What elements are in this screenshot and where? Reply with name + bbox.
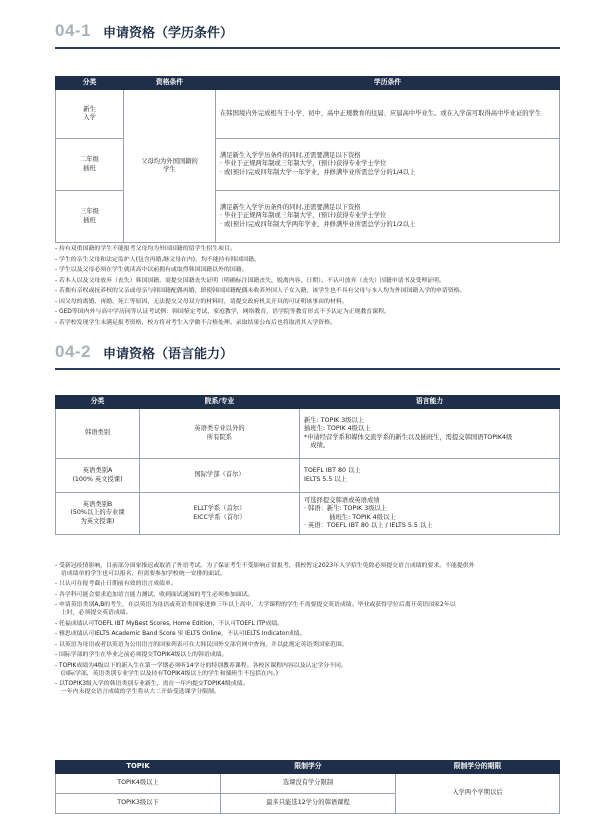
- category-cell: 新生 入学: [56, 90, 124, 139]
- header-credit-limit: 限制学分: [221, 761, 396, 774]
- header-category: 分类: [56, 77, 124, 90]
- category-cell: 二年级 插班: [56, 139, 124, 191]
- credit-limit-cell: 选课没有学分限制: [221, 774, 396, 794]
- note-item: - 持有双重国籍的学生不能报考父母均为外国国籍的留学生招生项目。: [55, 246, 236, 252]
- note-item: - 学生的亲生父母和法定监护人(包含再婚,继父母在内)，均不能持有韩国国籍。: [55, 256, 260, 263]
- limit-period-cell: 入学两个学期以后: [396, 774, 560, 814]
- header-qualification: 资格条件: [124, 77, 216, 90]
- note-item: - 各学科可能会要求追加语言能力测试，收到面试通知的考生必须参加面试。: [55, 591, 254, 598]
- education-requirements-table: [55, 76, 560, 243]
- note-item: - 若学校发现学生未满足报考资格，校方将对考生入学做不合格处理。录取结果公布后也将取消其入学资格。: [55, 319, 336, 326]
- topik-credit-limit-table: [55, 760, 560, 814]
- header-language: 语言能力: [300, 396, 560, 409]
- category-cell: 韩语类别: [56, 409, 140, 459]
- note-item: - GED等国内外与高中学历同等认证考试例：韩国鉴定考试，家庭教学，网络教育，语学院等教育形式不予认定为正规教育课程。: [55, 309, 390, 316]
- note-item: - 因父母的离婚、再婚、死亡等原因，无法提交父母双方的材料时，请提交政府机关开具的可证明该事由的材料。: [55, 298, 348, 305]
- note-item: - 以英语为母语或者以英语为公用语言的国家列表可在大韩民国外交部官网中查询，并以此规定英语类国家范围。: [55, 641, 348, 648]
- credit-limit-cell: 最多只能选12学分的韩语课程: [221, 794, 396, 814]
- education-cell: 满足新生入学学历条件的同时,还需要满足以下资格 · 毕业于正规两年制或三年制大学，(预计)获得专业学士学位 · 或(预计)完成四年制大学一年学业，并修满毕业所需总学分的1/4以上: [216, 139, 560, 191]
- note-item: - 若本人以及父母放弃（丧失）韩国国籍，需提交国籍丧失证明（明确标注国籍丧失，脱离内容，日期）。不认可放弃（丧失）国籍申请书及受理证明。: [55, 277, 445, 284]
- language-requirements-table: [55, 395, 560, 535]
- note-item: - 申请英语类别A,B的考生，在以英语为母语或英语类国家进修三年以上高中、大学课程的学生不需要提交英语成绩。毕业或获得学位后离开英语国家2年以 上时，必须提交英语成绩。: [55, 602, 456, 617]
- section-number: 04-2: [55, 342, 92, 362]
- header-category: 分类: [56, 396, 140, 409]
- category-cell: 英语类别A (100% 英文授课): [56, 459, 140, 493]
- header-major: 院系/专业: [140, 396, 300, 409]
- note-item: - 学生以及父母必须在学生就读高中以前拥有或取得韩国国籍以外的国籍。: [55, 267, 248, 274]
- category-cell: 英语类别B (50%以上的专业课 为英文授课): [56, 493, 140, 535]
- section-header-language: [55, 342, 560, 370]
- note-item: - 以TOPIK3级入学的韩语类别专业新生，需在一年内提交TOPIK4级成绩。 一年内未提交语言成绩的学生将从大二开始受选课学分限制。: [55, 681, 249, 695]
- topik-level-cell: TOPIK3级以下: [56, 794, 221, 814]
- major-cell: 英语类专业以外的 所有院系: [140, 409, 300, 459]
- note-item: - 雅思成绩认可IELTS Academic Band Score 및 IELTS Online，不认可IELTS Indicator成绩。: [55, 631, 306, 638]
- language-cell: 可选择提交韩语或英语成绩 · 韩语：新生: TOPIK 3级以上 插班生: TOPIK 4级以上 · 英语：TOEFL IBT 80 以上 / IELTS 5.5 以上: [300, 493, 560, 535]
- major-cell: ELLT学系（首尔） EICC学系（首尔）: [140, 493, 300, 535]
- header-limit-period: 限制学分的期限: [396, 761, 560, 774]
- topik-level-cell: TOPIK4级以上: [56, 774, 221, 794]
- language-cell: TOEFL IBT 80 以上 IELTS 5.5 以上: [300, 459, 560, 493]
- note-item: - 国际学部的学生在毕业之前必须提交TOPIK4级以上的韩语成绩。: [55, 652, 228, 659]
- header-education: 学历条件: [216, 77, 560, 90]
- education-cell: 在韩国境内外完成相当于小学、初中、高中正规教育的往届、应届高中毕业生。或在入学前可取得高中毕业证的学生: [216, 90, 560, 139]
- table-row: [56, 90, 560, 139]
- section-title: 申请资格（学历条件）: [103, 26, 234, 42]
- note-item: - 只认可在报考截止日期前有效的语言成绩单。: [55, 581, 177, 588]
- section-header-education: [55, 21, 560, 49]
- major-cell: 国际学部（首尔）: [140, 459, 300, 493]
- section-title: 申请资格（语言能力）: [103, 347, 234, 363]
- education-cell: 满足新生入学学历条件的同时,还需要满足以下资格 · 毕业于正规两年制或三年制大学，(预计)获得专业学士学位 · 或(预计)完成四年制大学两年学业，并修满毕业所需总学分的1/2以上: [216, 191, 560, 243]
- note-item: - 若拥有亲权或抚养权的父亲或母亲与韩国籍配偶再婚，即使韩国国籍配偶未收养外国人子女入籍，该学生也不具有父母与本人均为外国国籍入学的申请资格。: [55, 288, 466, 295]
- qualification-cell: 父母均为外国国籍的 学生: [124, 90, 216, 243]
- education-notes: [55, 246, 560, 331]
- category-cell: 三年级 插班: [56, 191, 124, 243]
- table-row: [56, 409, 560, 459]
- note-item: - TOPIK成绩为4级以下的新入生在第一学期必须听14学分的特别教养课程。各校区课程内容以及认定学分不同。 (国际学部，英语类别专业学生以及持有TOPIK4级以上的学生和插班生不包括在内。): [55, 662, 347, 677]
- note-item: - 托福成绩认可TOEFL IBT MyBest Scores, Home Edition，不认可TOEFL ITP成绩。: [55, 620, 284, 627]
- table-row: [56, 459, 560, 493]
- language-notes: [55, 563, 560, 699]
- table-row: [56, 493, 560, 535]
- table-row: [56, 774, 560, 794]
- header-topik: TOPIK: [56, 761, 221, 774]
- section-number: 04-1: [55, 21, 92, 41]
- language-cell: 新生: TOPIK 3级以上 插班生: TOPIK 4级以上 *申请经营学系和媒体交流学系的新生以及插班生，需提交韩国语TOPIK4级 成绩。: [300, 409, 560, 459]
- note-item: - 受新冠疫情影响，目前部分国家推迟或取消了外语考试。为了保证考生不受影响正常报考，我校暂定2023年入学招生免除必须提交语言成绩的要求。不能提供外 语成绩单的学生也可以报名，但需要参加学校统一安排的面试。: [55, 563, 475, 577]
